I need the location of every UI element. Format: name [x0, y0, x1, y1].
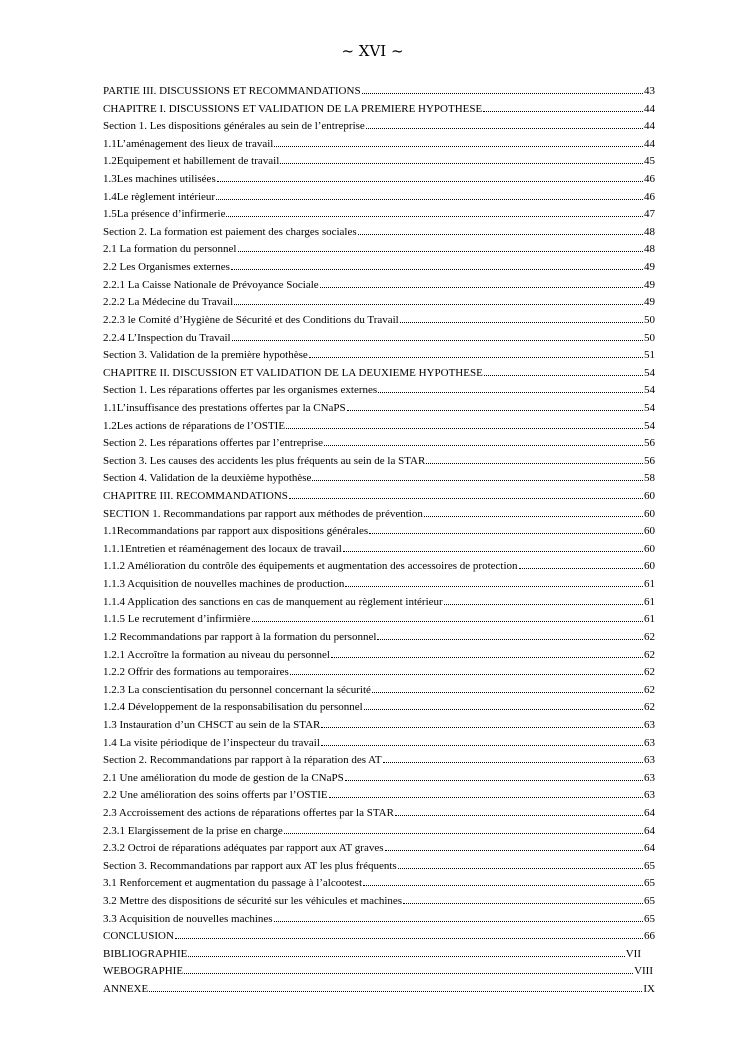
toc-entry-title: Section 1. Les réparations offertes par les organismes externes	[103, 384, 378, 397]
toc-entry-title: 2.1 Une amélioration du mode de gestion de la CNaPS	[103, 771, 344, 784]
toc-entry-page: 60	[644, 542, 655, 555]
toc-entry[interactable]	[103, 241, 655, 259]
toc-entry-title: 1.2.3 La conscientisation du personnel concernant la sécurité	[103, 683, 371, 696]
toc-entry-title: 1.2Equipement et habillement de travail	[103, 155, 280, 168]
toc-entry[interactable]	[103, 506, 655, 524]
toc-entry-title: CHAPITRE III. RECOMMANDATIONS	[103, 490, 288, 503]
toc-entry-title: Section 3. Recommandations par rapport aux AT les plus fréquents	[103, 859, 397, 872]
toc-entry[interactable]	[103, 558, 655, 576]
toc-entry-page: 48	[644, 243, 655, 256]
toc-entry-page: 49	[644, 278, 655, 291]
toc-entry-page: 63	[644, 754, 655, 767]
toc-entry-title: 2.1 La formation du personnel	[103, 243, 237, 256]
toc-entry-page: 60	[644, 560, 655, 573]
toc-entry[interactable]	[103, 347, 655, 365]
toc-entry-title: 1.1L’aménagement des lieux de travail	[103, 137, 274, 150]
toc-entry-title: 1.2 Recommandations par rapport à la formation du personnel	[103, 630, 377, 643]
toc-dot-leader	[426, 454, 643, 464]
toc-dot-leader	[362, 84, 643, 94]
toc-entry[interactable]	[103, 83, 655, 101]
toc-entry-page: 50	[644, 313, 655, 326]
toc-entry-title: PARTIE III. DISCUSSIONS ET RECOMMANDATIONS	[103, 85, 361, 97]
toc-dot-leader	[372, 683, 643, 693]
toc-dot-leader	[274, 912, 643, 922]
toc-entry-title: 2.3 Accroissement des actions de réparations offertes par la STAR	[103, 806, 394, 819]
toc-dot-leader	[345, 771, 643, 781]
toc-entry-page: 49	[644, 296, 655, 309]
toc-dot-leader	[369, 524, 643, 534]
toc-entry[interactable]	[103, 981, 655, 999]
toc-entry[interactable]	[103, 576, 655, 594]
toc-dot-leader	[366, 119, 643, 129]
toc-entry[interactable]	[103, 611, 655, 629]
toc-entry-page: 66	[644, 930, 655, 943]
toc-entry-page: 54	[644, 419, 655, 432]
toc-dot-leader	[444, 595, 643, 605]
toc-entry-page: 62	[644, 666, 655, 679]
toc-entry-page: 48	[644, 225, 655, 238]
toc-dot-leader	[400, 313, 643, 323]
toc-entry-page: 56	[644, 454, 655, 467]
toc-dot-leader	[321, 736, 643, 746]
toc-dot-leader	[329, 788, 643, 798]
toc-entry[interactable]	[103, 312, 655, 330]
toc-entry[interactable]	[103, 805, 655, 823]
toc-dot-leader	[343, 542, 643, 552]
toc-dot-leader	[345, 577, 643, 587]
toc-dot-leader	[363, 876, 643, 886]
toc-entry-title: 1.1L’insuffisance des prestations offertes par la CNaPS	[103, 401, 346, 414]
toc-entry-page: 63	[644, 718, 655, 731]
toc-entry[interactable]	[103, 682, 655, 700]
toc-entry-title: 2.2.3 le Comité d’Hygiène de Sécurité et des Conditions du Travail	[103, 313, 399, 326]
toc-dot-leader	[424, 507, 643, 517]
toc-entry[interactable]	[103, 470, 655, 488]
toc-entry-title: 2.2 Une amélioration des soins offerts par l’OSTIE	[103, 789, 328, 802]
toc-entry-page: 60	[644, 507, 655, 520]
toc-entry[interactable]	[103, 277, 655, 295]
toc-dot-leader	[364, 700, 643, 710]
toc-entry-title: 1.1.5 Le recrutement d’infirmière	[103, 613, 251, 626]
toc-dot-leader	[519, 559, 643, 569]
toc-entry-title: Section 3. Les causes des accidents les plus fréquents au sein de la STAR	[103, 454, 426, 467]
toc-entry[interactable]	[103, 946, 641, 964]
toc-entry-title: ANNEXE	[103, 983, 149, 996]
toc-entry-title: 3.1 Renforcement et augmentation du passage à l’alcootest	[103, 877, 363, 890]
toc-entry-page: 51	[644, 349, 655, 362]
toc-entry-page: 61	[644, 613, 655, 626]
toc-entry-page: 45	[644, 155, 655, 168]
toc-entry[interactable]	[103, 189, 655, 207]
toc-entry-title: 1.1.4 Application des sanctions en cas de manquement au règlement intérieur	[103, 595, 443, 608]
toc-dot-leader	[358, 225, 643, 235]
toc-entry-title: 1.1.3 Acquisition de nouvelles machines de production	[103, 578, 345, 591]
toc-entry[interactable]	[103, 541, 655, 559]
toc-dot-leader	[395, 806, 643, 816]
toc-entry[interactable]	[103, 259, 655, 277]
toc-entry-page: 54	[644, 384, 655, 397]
toc-dot-leader	[320, 278, 643, 288]
toc-entry-page: 63	[644, 736, 655, 749]
toc-dot-leader	[331, 648, 643, 658]
toc-dot-leader	[324, 436, 643, 446]
toc-dot-leader	[217, 172, 643, 182]
toc-entry-page: 64	[644, 824, 655, 837]
toc-entry[interactable]	[103, 840, 655, 858]
toc-dot-leader	[226, 207, 643, 217]
toc-dot-leader	[232, 331, 643, 341]
toc-entry-title: 1.2.2 Offrir des formations au temporaires	[103, 666, 289, 679]
toc-entry[interactable]	[103, 752, 655, 770]
toc-entry[interactable]	[103, 171, 655, 189]
toc-entry-title: 2.2 Les Organismes externes	[103, 261, 230, 274]
toc-entry[interactable]	[103, 294, 655, 312]
toc-entry-title: 1.1.1Entretien et réaménagement des locaux de travail	[103, 542, 342, 555]
toc-dot-leader	[289, 489, 643, 499]
toc-entry-title: 1.1.2 Amélioration du contrôle des équipements et augmentation des accessoires de protection	[103, 560, 518, 573]
toc-entry-title: 1.4 La visite périodique de l’inspecteur du travail	[103, 736, 320, 749]
toc-dot-leader	[403, 894, 643, 904]
toc-entry-title: 1.2Les actions de réparations de l’OSTIE	[103, 419, 286, 432]
toc-entry-title: 2.3.2 Octroi de réparations adéquates par rapport aux AT graves	[103, 842, 384, 855]
toc-entry[interactable]	[103, 136, 655, 154]
toc-entry-title: WEBOGRAPHIE	[103, 965, 184, 978]
toc-entry-page: 54	[644, 366, 655, 379]
toc-entry-page: 50	[644, 331, 655, 344]
toc-entry-page: 58	[644, 472, 655, 485]
toc-entry[interactable]	[103, 699, 655, 717]
toc-entry[interactable]	[103, 717, 655, 735]
toc-dot-leader	[290, 665, 643, 675]
toc-entry-page: 61	[644, 595, 655, 608]
toc-dot-leader	[378, 383, 643, 393]
toc-entry-title: 1.1Recommandations par rapport aux dispositions générales	[103, 525, 369, 538]
toc-entry-title: 1.4Le règlement intérieur	[103, 190, 216, 203]
toc-entry[interactable]	[103, 206, 655, 224]
toc-dot-leader	[188, 947, 624, 957]
toc-entry-page: 60	[644, 525, 655, 538]
toc-dot-leader	[377, 630, 643, 640]
toc-entry[interactable]	[103, 488, 655, 506]
toc-entry-page: 49	[644, 261, 655, 274]
toc-entry[interactable]	[103, 400, 655, 418]
toc-entry-title: Section 2. Recommandations par rapport à la réparation des AT	[103, 754, 382, 767]
toc-entry-page: 61	[644, 578, 655, 591]
toc-entry-title: Section 3. Validation de la première hypothèse	[103, 349, 308, 362]
toc-entry-title: Section 2. La formation est paiement des charges sociales	[103, 225, 357, 238]
toc-entry[interactable]	[103, 330, 655, 348]
toc-entry-title: 3.3 Acquisition de nouvelles machines	[103, 912, 273, 925]
toc-entry[interactable]	[103, 858, 655, 876]
toc-entry[interactable]	[103, 664, 655, 682]
toc-entry-title: 2.2.1 La Caisse Nationale de Prévoyance Sociale	[103, 278, 319, 291]
toc-entry-page: 62	[644, 701, 655, 714]
toc-entry[interactable]	[103, 418, 655, 436]
toc-entry-page: IX	[643, 983, 655, 996]
toc-entry-title: Section 1. Les dispositions générales au sein de l’entreprise	[103, 120, 365, 133]
toc-entry[interactable]	[103, 893, 655, 911]
toc-entry[interactable]	[103, 594, 655, 612]
toc-entry[interactable]	[103, 629, 655, 647]
toc-entry[interactable]	[103, 365, 655, 383]
toc-entry[interactable]	[103, 647, 655, 665]
toc-dot-leader	[286, 419, 643, 429]
toc-entry[interactable]	[103, 787, 655, 805]
toc-entry[interactable]	[103, 928, 655, 946]
toc-entry[interactable]	[103, 911, 655, 929]
toc-entry-title: CHAPITRE II. DISCUSSION ET VALIDATION DE LA DEUXIEME HYPOTHESE	[103, 366, 483, 379]
toc-entry-title: 1.2.1 Accroître la formation au niveau du personnel	[103, 648, 330, 661]
toc-dot-leader	[149, 982, 642, 992]
toc-dot-leader	[238, 242, 644, 252]
toc-entry-title: 1.3 Instauration d’un CHSCT au sein de la STAR	[103, 718, 321, 731]
toc-dot-leader	[234, 295, 643, 305]
toc-entry-title: 3.2 Mettre des dispositions de sécurité sur les véhicules et machines	[103, 895, 403, 908]
toc-entry-page: 47	[644, 208, 655, 221]
toc-dot-leader	[484, 366, 643, 376]
toc-entry-page: 43	[644, 85, 655, 97]
toc-entry-page: 60	[644, 490, 655, 503]
toc-entry[interactable]	[103, 101, 655, 119]
toc-dot-leader	[385, 841, 643, 851]
toc-entry[interactable]	[103, 963, 653, 981]
toc-entry-title: 1.5La présence d’infirmerie	[103, 208, 226, 221]
toc-entry-title: 2.2.2 La Médecine du Travail	[103, 296, 234, 309]
toc-dot-leader	[280, 154, 643, 164]
toc-entry-page: 62	[644, 630, 655, 643]
toc-entry-title: CONCLUSION	[103, 930, 174, 943]
toc-entry[interactable]	[103, 770, 655, 788]
toc-entry-page: 65	[644, 895, 655, 908]
toc-entry-title: Section 2. Les réparations offertes par l’entreprise	[103, 437, 324, 450]
toc-entry-page: 46	[644, 173, 655, 186]
toc-entry[interactable]	[103, 224, 655, 242]
toc-entry-page: 63	[644, 789, 655, 802]
toc-entry-title: BIBLIOGRAPHIE	[103, 947, 188, 960]
toc-dot-leader	[483, 102, 643, 112]
toc-entry-page: 56	[644, 437, 655, 450]
toc-entry[interactable]	[103, 153, 655, 171]
toc-dot-leader	[383, 753, 643, 763]
page-number: ~ XVI ~	[341, 42, 404, 60]
toc-entry[interactable]	[103, 735, 655, 753]
toc-dot-leader	[216, 190, 643, 200]
toc-entry-page: VIII	[634, 965, 653, 978]
toc-dot-leader	[184, 964, 633, 974]
toc-entry-title: SECTION 1. Recommandations par rapport aux méthodes de prévention	[103, 507, 423, 520]
toc-dot-leader	[231, 260, 643, 270]
toc-entry-page: 64	[644, 806, 655, 819]
toc-dot-leader	[398, 859, 643, 869]
toc-entry-page: 63	[644, 771, 655, 784]
toc-entry-page: 44	[644, 137, 655, 150]
table-of-contents	[103, 83, 655, 999]
toc-dot-leader	[321, 718, 643, 728]
toc-entry[interactable]	[103, 453, 655, 471]
toc-entry-page: 62	[644, 683, 655, 696]
toc-entry[interactable]	[103, 382, 655, 400]
toc-dot-leader	[252, 612, 643, 622]
toc-entry-page: VII	[625, 947, 641, 960]
toc-dot-leader	[312, 471, 643, 481]
toc-dot-leader	[274, 137, 643, 147]
toc-entry-page: 44	[644, 102, 655, 115]
toc-entry-title: Section 4. Validation de la deuxième hypothèse	[103, 472, 312, 485]
toc-entry-page: 64	[644, 842, 655, 855]
toc-entry-title: 2.3.1 Elargissement de la prise en charge	[103, 824, 283, 837]
toc-dot-leader	[347, 401, 643, 411]
toc-entry-page: 65	[644, 859, 655, 872]
toc-entry-page: 46	[644, 190, 655, 203]
toc-entry[interactable]	[103, 875, 655, 893]
toc-dot-leader	[309, 348, 643, 358]
toc-entry[interactable]	[103, 823, 655, 841]
toc-entry-title: 1.2.4 Développement de la responsabilisation du personnel	[103, 701, 363, 714]
toc-entry[interactable]	[103, 523, 655, 541]
toc-entry[interactable]	[103, 435, 655, 453]
toc-entry-page: 65	[644, 912, 655, 925]
toc-entry-page: 44	[644, 120, 655, 133]
toc-entry-title: 2.2.4 L’Inspection du Travail	[103, 331, 231, 344]
toc-entry-page: 62	[644, 648, 655, 661]
toc-dot-leader	[175, 929, 643, 939]
toc-entry-title: 1.3Les machines utilisées	[103, 173, 216, 186]
toc-entry-page: 54	[644, 401, 655, 414]
toc-entry-page: 65	[644, 877, 655, 890]
toc-entry-title: CHAPITRE I. DISCUSSIONS ET VALIDATION DE LA PREMIERE HYPOTHESE	[103, 102, 483, 115]
toc-entry[interactable]	[103, 118, 655, 136]
toc-dot-leader	[284, 824, 643, 834]
